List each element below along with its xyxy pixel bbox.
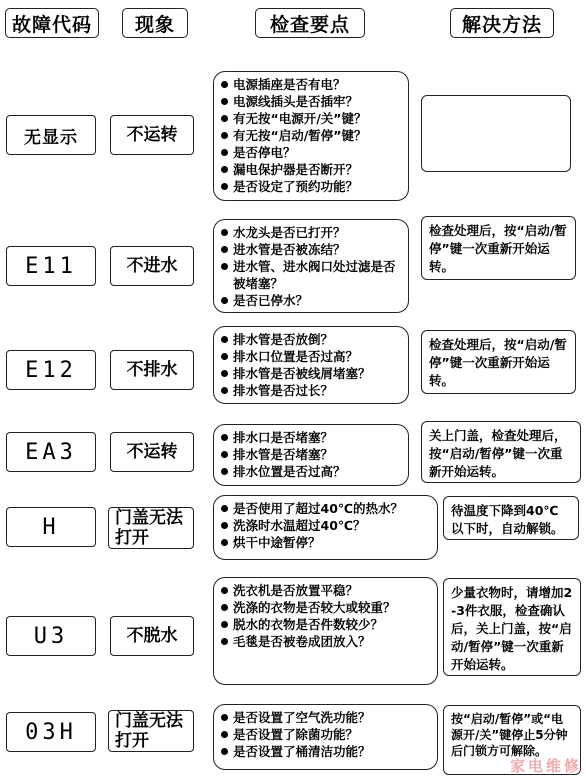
check-points <box>213 71 409 201</box>
check-item: 洗涤时水温超过40℃？ <box>220 517 431 534</box>
check-item: 是否使用了超过40℃的热水？ <box>220 500 431 517</box>
phenomenon: 不脱水 <box>110 616 194 656</box>
check-item: 电源线插头是否插牢？ <box>220 93 402 110</box>
check-item: 是否设置了空气洗功能？ <box>220 709 431 726</box>
check-item: 漏电保护器是否断开？ <box>220 161 402 178</box>
fault-code: E11 <box>6 246 96 286</box>
fault-code: H <box>6 507 96 547</box>
phenomenon: 不排水 <box>110 350 194 390</box>
fault-code: 03H <box>6 712 96 752</box>
watermark: 家电维修 <box>509 757 582 775</box>
fault-code: U3 <box>6 616 96 656</box>
check-points <box>213 495 438 560</box>
phenomenon: 不运转 <box>110 432 194 472</box>
fault-code: E12 <box>6 350 96 390</box>
solution: 待温度下降到40℃以下时，自动解锁。 <box>443 496 579 540</box>
phenomenon: 门盖无法打开 <box>108 710 194 752</box>
header-solution: 解决方法 <box>450 8 554 38</box>
solution: 关上门盖，检查处理后，按“启动/暂停”键一次重新开始运转。 <box>421 421 581 483</box>
phenomenon: 不进水 <box>110 246 194 286</box>
check-item: 脱水的衣物是否件数较少？ <box>220 616 431 633</box>
check-item: 排水口位置是否过高？ <box>220 348 402 365</box>
phenomenon: 不运转 <box>110 115 194 155</box>
check-item: 洗涤的衣物是否较大或较重？ <box>220 599 431 616</box>
check-item: 有无按“电源开/关”键？ <box>220 110 402 127</box>
check-item: 是否设置了除菌功能？ <box>220 726 431 743</box>
fault-code: 无显示 <box>6 115 96 155</box>
check-item: 是否已停水？ <box>220 292 402 309</box>
check-item: 排水管是否堵塞？ <box>220 446 402 463</box>
check-item: 烘干中途暂停？ <box>220 534 431 551</box>
header-phenomenon: 现象 <box>122 8 188 38</box>
check-item: 水龙头是否已打开？ <box>220 224 402 241</box>
check-points <box>213 424 409 486</box>
check-item: 有无按“启动/暂停”键？ <box>220 127 402 144</box>
check-item: 进水管是否被冻结？ <box>220 241 402 258</box>
solution: 按“启动/暂停”或“电源开/关”键停止5分钟后门锁方可解除。 <box>443 705 581 775</box>
check-item: 排水位置是否过高？ <box>220 463 402 480</box>
check-item: 排水口是否堵塞？ <box>220 429 402 446</box>
check-item: 毛毯是否被卷成团放入？ <box>220 633 431 650</box>
fault-code: EA3 <box>6 432 96 472</box>
header-check-points: 检查要点 <box>255 8 365 38</box>
check-item: 排水管是否放倒？ <box>220 331 402 348</box>
solution <box>421 95 571 172</box>
check-item: 洗衣机是否放置平稳？ <box>220 582 431 599</box>
check-item: 排水管是否过长？ <box>220 382 402 399</box>
check-item: 排水管是否被线屑堵塞？ <box>220 365 402 382</box>
check-item: 是否设置了桶清洁功能？ <box>220 743 431 760</box>
check-item: 电源插座是否有电？ <box>220 76 402 93</box>
check-item: 是否停电？ <box>220 144 402 161</box>
check-points <box>213 577 438 685</box>
header-fault-code: 故障代码 <box>5 8 99 38</box>
solution: 少量衣物时，请增加2-3件衣服，检查确认后，关上门盖，按“启动/暂停”键一次重新开始运转。 <box>443 578 581 676</box>
solution: 检查处理后，按“启动/暂停”键一次重新开始运转。 <box>421 330 576 394</box>
solution: 检查处理后，按“启动/暂停”键一次重新开始运转。 <box>421 216 576 280</box>
check-item: 是否设定了预约功能？ <box>220 178 402 195</box>
check-points <box>213 704 438 770</box>
phenomenon: 门盖无法打开 <box>108 507 194 549</box>
check-points <box>213 219 409 313</box>
check-item: 进水管、进水阀口处过滤是否被堵塞？ <box>220 258 402 292</box>
check-points <box>213 326 409 404</box>
